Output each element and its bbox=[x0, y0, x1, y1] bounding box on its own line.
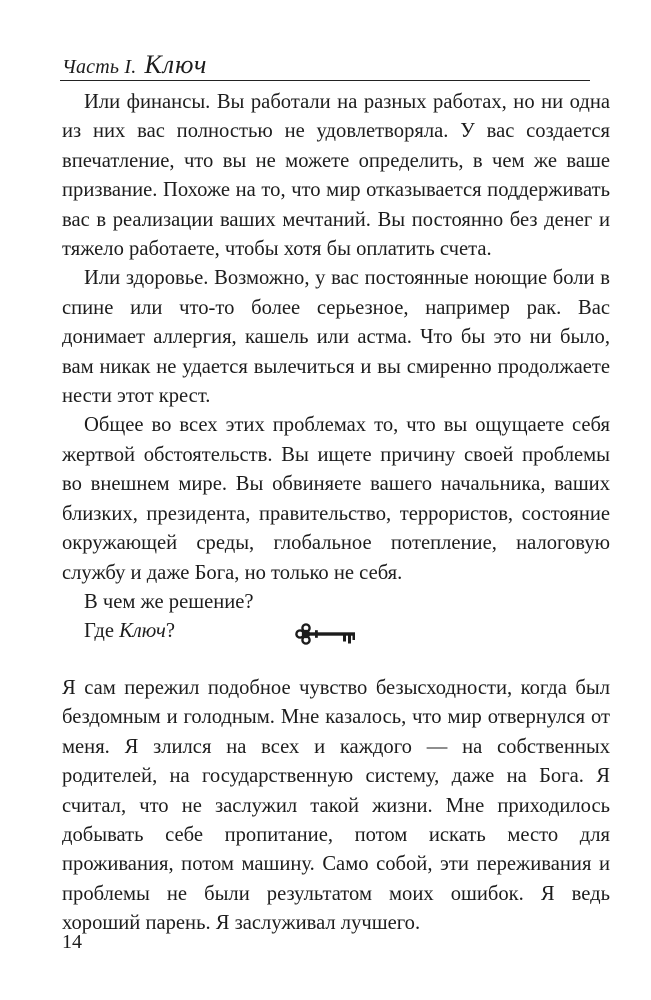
header-part-label: Часть I. bbox=[62, 56, 137, 78]
page-number: 14 bbox=[62, 931, 82, 953]
header-divider-line bbox=[60, 80, 590, 81]
key-question-prefix: Где bbox=[84, 620, 120, 643]
header-chapter-title: Ключ bbox=[144, 50, 208, 79]
section-divider bbox=[0, 622, 651, 652]
paragraph-health: Или здоровье. Возможно, у вас постоянные ноющие боли в спине или что-то более серьезное, например рак. Вас донимает аллергия, кашель или астма. Что бы это ни было, вам никак не удается вылечиться и вы смиренно продолжаете нести этот крест. bbox=[62, 267, 610, 408]
second-text-section bbox=[62, 674, 610, 939]
paragraph-question: В чем же решение? bbox=[84, 590, 254, 613]
paragraph-personal-story: Я сам пережил подобное чувство безысходности, когда был бездомным и голодным. Мне казалось, что мир отвернулся от меня. Я злился на всех и каждого — на собственных родителей, на государственную систему, даже на Бога. Я считал, что не заслужил такой жизни. Мне приходилось добывать себе пропитание, потом искать место для проживания, потом машину. Само собой, эти переживания и проблемы не были результатом моих ошибок. Я ведь хороший парень. Я заслуживал лучшего. bbox=[62, 677, 610, 935]
running-header bbox=[62, 50, 207, 80]
paragraph-finances: Или финансы. Вы работали на разных работах, но ни одна из них вас полностью не удовлетворяла. У вас создается впечатление, что вы не можете определить, в чем же ваше призвание. Похоже на то, что мир отказывается поддерживать вас в реализации ваших мечтаний. Вы постоянно без денег и тяжело работаете, чтобы хотя бы оплатить счета. bbox=[62, 91, 610, 261]
paragraph-problems: Общее во всех этих проблемах то, что вы ощущаете себя жертвой обстоятельств. Вы ищете причину своей проблемы во внешнем мире. Вы обвиняете вашего начальника, ваших близких, президента, правительство, террористов, состояние окружающей среды, глобальное потепление, налоговую службу и даже Бога, но только не себя. bbox=[62, 414, 610, 584]
key-icon bbox=[294, 622, 358, 646]
key-question-suffix: ? bbox=[165, 620, 175, 643]
key-question-italic: Ключ bbox=[119, 620, 166, 643]
main-text-section bbox=[62, 88, 610, 647]
